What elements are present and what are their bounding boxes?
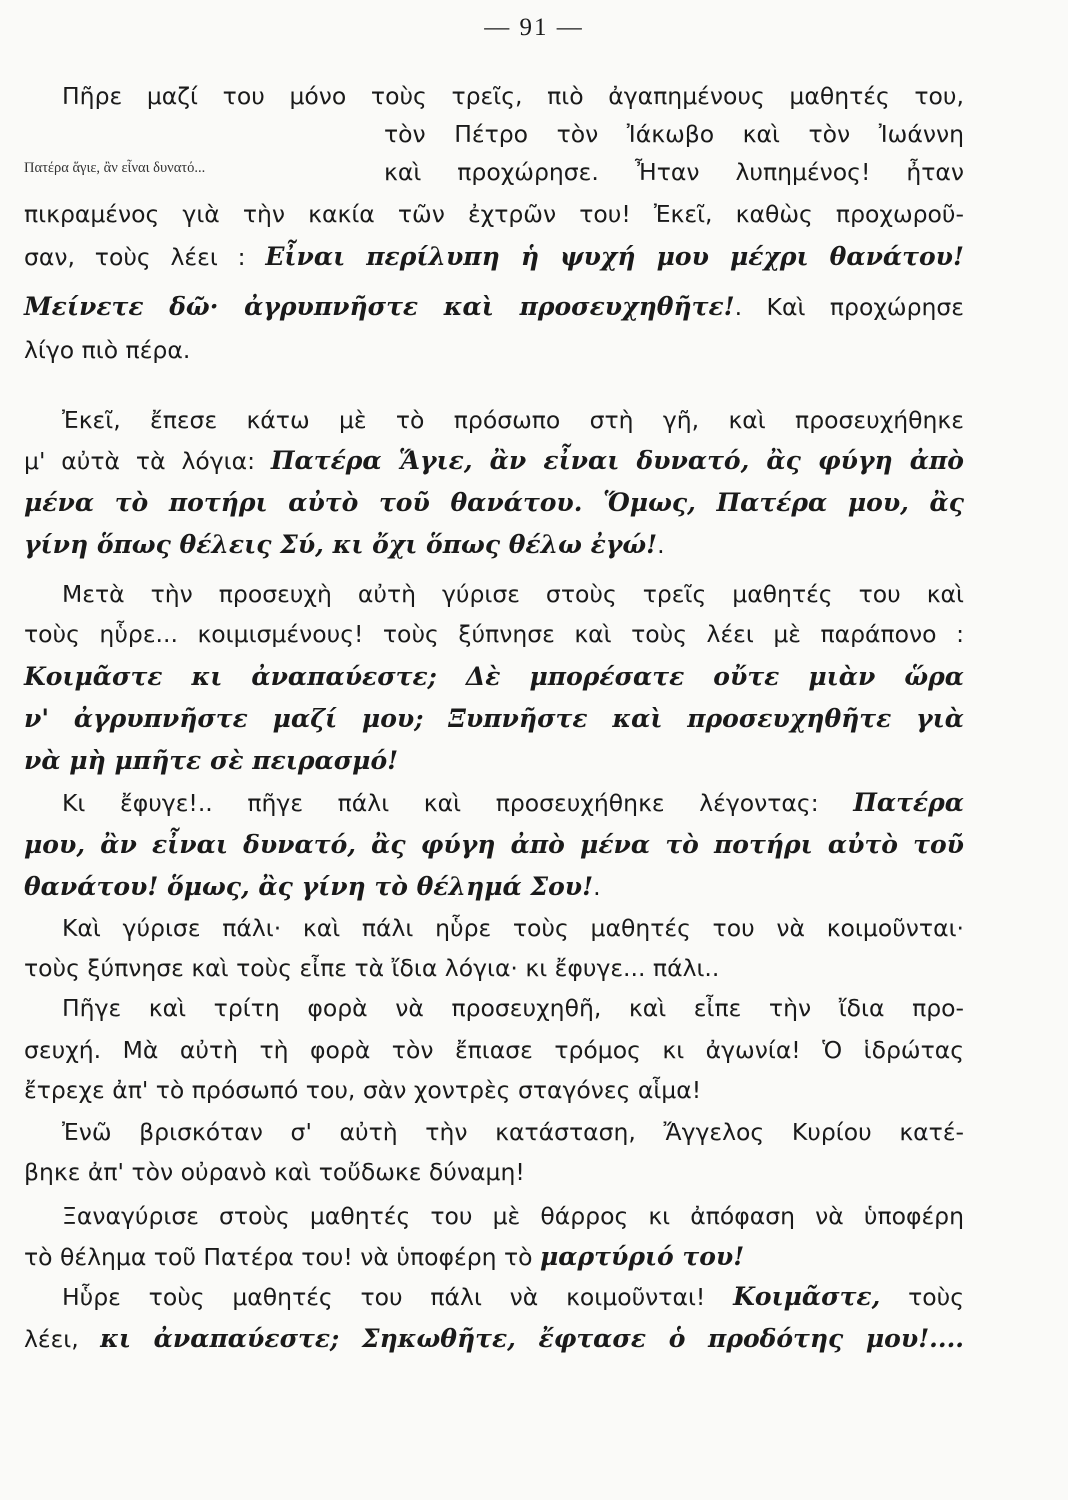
text-segment: λέει,: [24, 1325, 101, 1353]
text-line: [24, 488, 964, 526]
text-line: [24, 994, 964, 1032]
text-line: [24, 530, 964, 568]
text-segment: Ξαναγύρισε στοὺς μαθητές του μὲ θάρρος κι ἀπόφαση νὰ ὑποφέρη: [62, 1202, 964, 1230]
text-segment: λίγο πιὸ πέρα.: [24, 336, 191, 364]
emphasized-text: θανάτου! ὅμως, ἂς γίνη τὸ θέλημά Σου!: [24, 872, 594, 901]
text-segment: πικραμένος γιὰ τὴν κακία τῶν ἐχτρῶν του! Ἐκεῖ, καθὼς προχωροῦ-: [24, 200, 964, 228]
emphasized-text: Κοιμᾶστε κι ἀναπαύεστε; Δὲ μπορέσατε οὔτε μιὰν ὥρα: [24, 662, 964, 691]
text-line: [24, 292, 964, 330]
text-line: [24, 1118, 964, 1156]
text-line: [24, 242, 964, 280]
text-line: [24, 82, 964, 120]
text-segment: Κι ἔφυγε!.. πῆγε πάλι καὶ προσευχήθηκε λέγοντας:: [62, 789, 854, 817]
text-line: [24, 336, 964, 374]
text-line: [24, 746, 964, 784]
text-segment: . Καὶ προχώρησε: [734, 293, 964, 321]
text-line: [24, 872, 964, 910]
text-segment: Ἐνῶ βρισκόταν σ' αὐτὴ τὴν κατάσταση, Ἄγγελος Κυρίου κατέ-: [62, 1118, 964, 1146]
text-segment: Μετὰ τὴν προσευχὴ αὐτὴ γύρισε στοὺς τρεῖς μαθητές του καὶ: [62, 580, 964, 608]
emphasized-text: μου, ἂν εἶναι δυνατό, ἂς φύγη ἀπὸ μένα τὸ ποτήρι αὐτὸ τοῦ: [24, 830, 964, 859]
text-line: [24, 1242, 964, 1280]
text-line: [24, 1282, 964, 1320]
emphasized-text: μαρτύριό του!: [539, 1242, 745, 1271]
text-line: [24, 914, 964, 952]
text-segment: τοὺς ξύπνησε καὶ τοὺς εἶπε τὰ ἴδια λόγια· κι ἔφυγε... πάλι..: [24, 954, 720, 982]
text-line: [24, 1158, 964, 1196]
text-segment: τοὺς: [880, 1283, 964, 1311]
emphasized-text: κι ἀναπαύεστε; Σηκωθῆτε, ἔφτασε ὁ προδότης μου!....: [100, 1324, 964, 1353]
text-segment: Ἐκεῖ, ἔπεσε κάτω μὲ τὸ πρόσωπο στὴ γῆ, καὶ προσευχήθηκε: [62, 406, 964, 434]
text-line: [24, 1036, 964, 1074]
emphasized-text: μένα τὸ ποτήρι αὐτὸ τοῦ θανάτου. Ὅμως, Πατέρα μου, ἂς: [24, 488, 964, 517]
text-line: [24, 200, 964, 238]
text-line: [24, 954, 964, 992]
emphasized-text: νὰ μὴ μπῆτε σὲ πειρασμό!: [24, 746, 399, 775]
text-line: [384, 158, 964, 196]
emphasized-text: Μείνετε δῶ· ἀγρυπνῆστε καὶ προσευχηθῆτε!: [24, 292, 735, 321]
emphasized-text: Πατέρα: [853, 788, 964, 817]
text-segment: τὸ θέλημα τοῦ Πατέρα του! νὰ ὑποφέρη τὸ: [24, 1243, 540, 1271]
text-line: [24, 662, 964, 700]
text-line: [24, 620, 964, 658]
text-line: [24, 1076, 964, 1114]
text-segment: Πῆγε καὶ τρίτη φορὰ νὰ προσευχηθῆ, καὶ εἶπε τὴν ἴδια προ-: [62, 994, 964, 1022]
text-segment: σευχή. Μὰ αὐτὴ τὴ φορὰ τὸν ἔπιασε τρόμος κι ἀγωνία! Ὁ ἱδρώτας: [24, 1036, 964, 1064]
text-line: [24, 830, 964, 868]
emphasized-text: γίνη ὅπως θέλεις Σύ, κι ὄχι ὅπως θέλω ἐγώ!: [24, 530, 658, 559]
text-segment: .: [593, 873, 601, 901]
text-segment: ἔτρεχε ἀπ' τὸ πρόσωπό του, σὰν χοντρὲς σταγόνες αἷμα!: [24, 1076, 702, 1104]
text-line: [24, 406, 964, 444]
text-segment: σαν, τοὺς λέει :: [24, 243, 266, 271]
text-segment: μ' αὐτὰ τὰ λόγια:: [24, 447, 271, 475]
text-segment: τὸν Πέτρο τὸν Ἰάκωβο καὶ τὸν Ἰωάννη: [384, 120, 964, 148]
text-segment: Ηὗρε τοὺς μαθητές του πάλι νὰ κοιμοῦνται!: [62, 1283, 734, 1311]
text-segment: βηκε ἀπ' τὸν οὐρανὸ καὶ τοὔδωκε δύναμη!: [24, 1158, 525, 1186]
text-segment: Πῆρε μαζί του μόνο τοὺς τρεῖς, πιὸ ἀγαπημένους μαθητές του,: [62, 82, 964, 110]
text-line: [24, 704, 964, 742]
text-line: [384, 120, 964, 158]
text-segment: .: [657, 531, 665, 559]
emphasized-text: Εἶναι περίλυπη ἡ ψυχή μου μέχρι θανάτου!: [265, 242, 964, 271]
text-line: [24, 446, 964, 484]
page-number: — 91 —: [484, 14, 584, 41]
text-line: [24, 1202, 964, 1240]
emphasized-text: Πατέρα Ἅγιε, ἂν εἶναι δυνατό, ἂς φύγη ἀπὸ: [270, 446, 964, 475]
text-line: [24, 788, 964, 826]
text-line: [24, 1324, 964, 1362]
text-segment: καὶ προχώρησε. Ἦταν λυπημένος! ἦταν: [384, 158, 964, 186]
text-segment: Καὶ γύρισε πάλι· καὶ πάλι ηὗρε τοὺς μαθητές του νὰ κοιμοῦνται·: [62, 914, 964, 942]
emphasized-text: Κοιμᾶστε,: [733, 1282, 881, 1311]
margin-caption: Πατέρα ἅγιε, ἂν εἶναι δυνατό...: [24, 160, 206, 176]
text-line: [24, 580, 964, 618]
emphasized-text: ν' ἀγρυπνῆστε μαζί μου; Ξυπνῆστε καὶ προσευχηθῆτε γιὰ: [24, 704, 964, 733]
text-segment: τοὺς ηὗρε... κοιμισμένους! τοὺς ξύπνησε καὶ τοὺς λέει μὲ παράπονο :: [24, 620, 964, 648]
